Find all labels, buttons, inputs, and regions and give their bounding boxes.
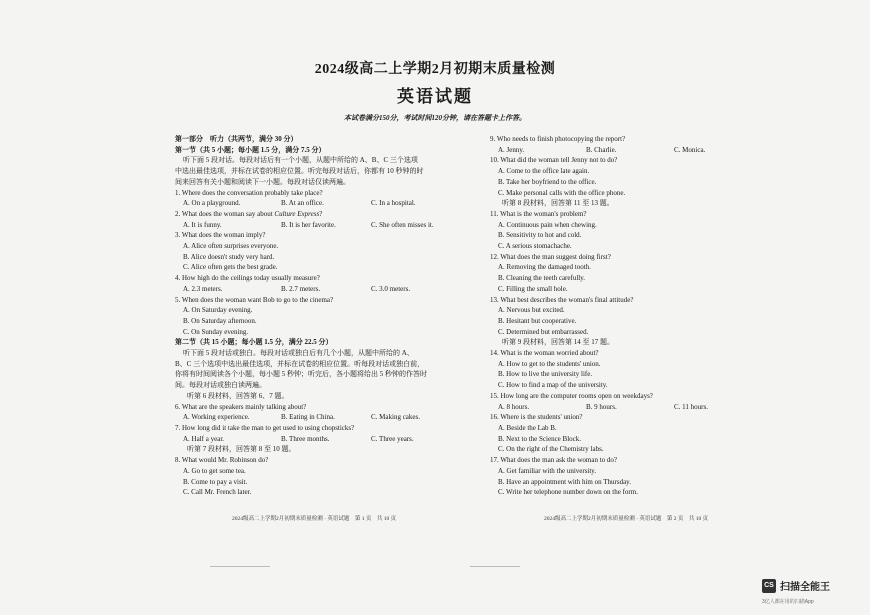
option-c: C. 3.0 meters. [371, 284, 411, 293]
option-b: B. How to live the university life. [498, 370, 593, 379]
question-10: 10. What did the woman tell Jenny not to do? [490, 156, 618, 165]
options-7 [175, 434, 465, 445]
watermark-name: 扫描全能王 [780, 582, 830, 593]
section2-instructions: 间。每段对话或独白读两遍。 [175, 381, 266, 390]
question-9: 9. Who needs to finish photocopying the report? [490, 135, 626, 143]
question-5: 5. When does the woman want Bob to go to the cinema? [175, 295, 334, 304]
option-c: C. A serious stomachache. [498, 242, 572, 251]
option-a: A. Continuous pain when chewing. [498, 220, 597, 229]
subject-title: 英语试题 [397, 87, 473, 106]
option-c: C. Three years. [371, 434, 414, 443]
question-11: 11. What is the woman's problem? [490, 209, 587, 218]
question-4: 4. How high do the ceilings today usually measure? [175, 274, 320, 283]
question-12: 12. What does the man suggest doing first? [490, 252, 611, 261]
exam-note: 本试卷满分150分，考试时间120分钟，请在答题卡上作答。 [344, 114, 526, 122]
option-a: A. It is funny. [183, 220, 222, 229]
section2-instructions: B、C 三个选项中选出最佳选项，并标在试卷的相应位置。听每段对话或独白前， [175, 359, 425, 368]
section2-heading: 第二节（共 15 小题；每小题 1.5 分，满分 22.5 分） [175, 338, 333, 347]
option-a: A. Beside the Lab B. [498, 423, 557, 432]
question-7: 7. How long did it take the man to get used to using chopsticks? [175, 423, 355, 432]
option-a: A. 8 hours. [498, 402, 530, 411]
material-heading: 听第 9 段材料，回答第 14 至 17 题。 [502, 338, 614, 347]
page-footer-right: 2024级高二上学期2月初期末质量检测 · 英语试题 第 2 页 共 10 页 [544, 516, 709, 522]
option-b: B. 9 hours. [586, 402, 617, 411]
option-c: C. Making cakes. [371, 413, 420, 422]
scan-divider [210, 566, 270, 567]
material-heading: 听第 7 段材料，回答第 8 至 10 题。 [187, 445, 296, 454]
camscanner-logo-icon: CS [762, 579, 776, 593]
question-3: 3. What does the woman imply? [175, 231, 266, 240]
watermark-subtitle: 3亿人都在用的扫描App [762, 599, 814, 605]
option-b: B. Take her boyfriend to the office. [498, 177, 597, 186]
option-c: C. How to find a map of the university. [498, 381, 608, 390]
option-c: C. In a hospital. [371, 199, 416, 208]
option-b: B. Cleaning the teeth carefully. [498, 274, 586, 283]
option-b: B. At an office. [281, 199, 324, 208]
option-a: A. Half a year. [183, 434, 225, 443]
option-b: B. Three months. [281, 434, 330, 443]
option-b: B. Sensitivity to hot and cold. [498, 231, 582, 240]
option-c: C. Alice often gets the best grade. [183, 263, 278, 272]
program-title: Culture Express [274, 209, 320, 218]
question-1: 1. Where does the conversation probably take place? [175, 188, 323, 197]
option-a: A. Working experience. [183, 413, 250, 422]
option-a: A. Get familiar with the university. [498, 466, 597, 475]
option-b: B. Eating in China. [281, 413, 335, 422]
option-c: C. Filling the small hole. [498, 284, 568, 293]
option-a: A. Jenny. [498, 145, 525, 154]
option-b: B. Charlie. [586, 145, 617, 154]
question-6: 6. What are the speakers mainly talking about? [175, 402, 307, 411]
option-c: C. Monica. [674, 145, 706, 154]
option-c: C. Call Mr. French later. [183, 488, 252, 497]
question-14: 14. What is the woman worried about? [490, 349, 599, 358]
scanner-watermark [762, 578, 830, 593]
option-a: A. Nervous but excited. [498, 306, 565, 315]
option-b: B. Next to the Science Block. [498, 434, 582, 443]
option-b: B. Alice doesn't study very hard. [183, 252, 275, 261]
option-b: B. 2.7 meters. [281, 284, 321, 293]
option-a: A. Removing the damaged tooth. [498, 263, 591, 272]
option-a: A. On a playground. [183, 199, 241, 208]
options-9 [490, 145, 730, 156]
section2-instructions: 听下面 5 段对话或独白。每段对话或独白后有几个小题，从题中所给的 A、 [183, 349, 414, 358]
option-c: C. She often misses it. [371, 220, 434, 229]
options-2 [175, 220, 465, 231]
option-a: A. Go to get some tea. [183, 466, 246, 475]
option-b: B. On Saturday afternoon. [183, 316, 257, 325]
material-heading: 听第 6 段材料，回答第 6、7 题。 [187, 391, 289, 400]
question-16: 16. Where is the students' union? [490, 413, 583, 422]
option-a: A. On Saturday evening. [183, 306, 253, 315]
section1-instructions: 间来回答有关小题和阅读下一小题。每段对话仅读两遍。 [175, 177, 350, 186]
question-8: 8. What would Mr. Robinson do? [175, 456, 269, 465]
options-6 [175, 412, 465, 423]
option-b: B. Hesitant but cooperative. [498, 316, 577, 325]
option-b: B. Have an appointment with him on Thursday. [498, 477, 631, 486]
options-15 [490, 402, 730, 413]
option-b: B. It is her favorite. [281, 220, 336, 229]
option-c: C. Make personal calls with the office phone. [498, 188, 626, 197]
section1-instructions: 中选出最佳选项，并标在试卷的相应位置。听完每段对话后，你都有 10 秒钟的时 [175, 167, 424, 176]
option-a: A. 2.3 meters. [183, 284, 223, 293]
page-footer-left: 2024级高二上学期2月初期末质量检测 · 英语试题 第 1 页 共 10 页 [232, 516, 397, 522]
option-b: B. Come to pay a visit. [183, 477, 248, 486]
part-heading: 第一部分 听力（共两节，满分 30 分） [175, 135, 298, 143]
options-1 [175, 198, 465, 209]
left-column [175, 134, 465, 498]
option-c: C. On Sunday evening. [183, 327, 249, 336]
options-4 [175, 284, 465, 295]
option-c: C. 11 hours. [674, 402, 708, 411]
option-a: A. Come to the office late again. [498, 167, 590, 176]
question-15: 15. How long are the computer rooms open on weekdays? [490, 391, 653, 400]
option-c: C. Write her telephone number down on the form. [498, 488, 638, 497]
section1-heading: 第一节（共 5 小题；每小题 1.5 分，满分 7.5 分） [175, 145, 326, 154]
question-2: 2. What does the woman say about Culture Express? [175, 209, 323, 218]
section2-instructions: 你将有时间阅读各个小题，每小题 5 秒钟；听完后，各小题将给出 5 秒钟的作答时 [175, 370, 427, 379]
option-c: C. On the right of the Chemistry labs. [498, 445, 604, 454]
option-c: C. Determined but embarrassed. [498, 327, 589, 336]
option-a: A. How to get to the students' union. [498, 359, 601, 368]
section1-instructions: 听下面 5 段对话。每段对话后有一个小题，从题中所给的 A、B、C 三个选项 [183, 156, 418, 165]
question-13: 13. What best describes the woman's final attitude? [490, 295, 634, 304]
scan-divider [470, 566, 520, 567]
exam-title: 2024级高二上学期2月初期末质量检测 [314, 62, 556, 77]
option-a: A. Alice often surprises everyone. [183, 242, 279, 251]
question-17: 17. What does the man ask the woman to do? [490, 456, 618, 465]
right-column [490, 134, 730, 498]
material-heading: 听第 8 段材料，回答第 11 至 13 题。 [502, 199, 614, 208]
